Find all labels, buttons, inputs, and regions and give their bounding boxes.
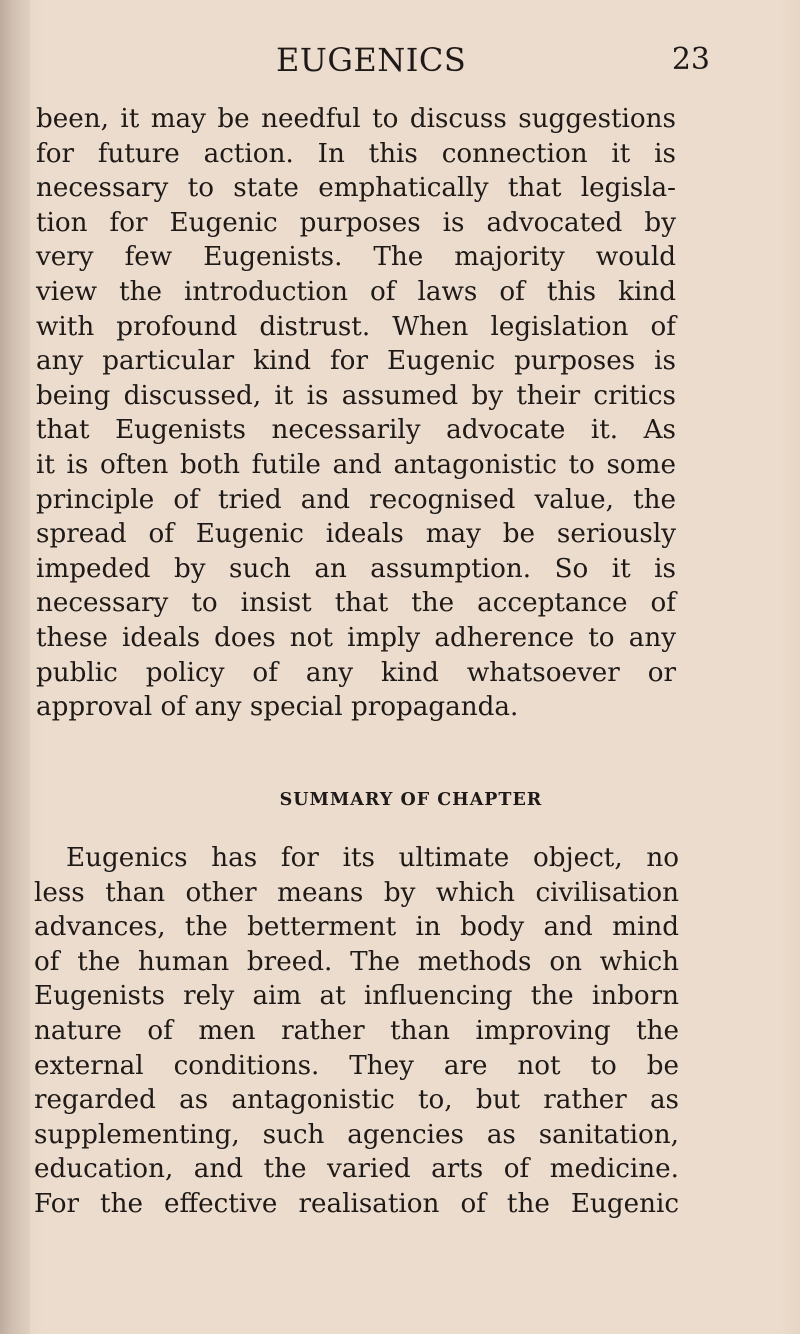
page-gutter [0,0,30,1334]
paragraph-2 [34,841,679,1222]
text-line: principle of tried and recognised value, the [36,484,676,515]
text-line: for future action. In this connection it is [36,138,676,169]
text-line: approval of any special propaganda. [36,692,519,723]
text-line: very few Eugenists. The majority would [36,242,676,273]
text-line: necessary to insist that the acceptance of [36,588,676,619]
text-line: regarded as antagonistic to, but rather as [34,1085,679,1116]
text-line: tion for Eugenic purposes is advocated by [36,207,676,238]
text-line: external conditions. They are not to be [34,1050,679,1081]
text-line: less than other means by which civilisation [34,877,679,908]
running-head-title: EUGENICS [276,41,467,79]
paragraph-1 [36,102,676,725]
text-line: public policy of any kind whatsoever or [36,657,676,688]
text-line: being discussed, it is assumed by their critics [36,380,676,411]
running-head [0,40,800,80]
text-line: view the introduction of laws of this kind [36,276,676,307]
text-line: education, and the varied arts of medicine. [34,1154,679,1185]
text-line: supplementing, such agencies as sanitation, [34,1119,679,1150]
text-line: For the effective realisation of the Eugenic [34,1188,679,1219]
text-line: nature of men rather than improving the [34,1015,679,1046]
text-line: these ideals does not imply adherence to any [36,622,676,653]
text-line: impeded by such an assumption. So it is [36,553,676,584]
section-heading: SUMMARY OF CHAPTER [279,790,543,810]
text-line: it is often both futile and antagonistic to some [36,449,676,480]
text-line: spread of Eugenic ideals may be seriously [36,519,676,550]
text-line: advances, the betterment in body and mind [34,912,679,943]
text-line: Eugenists rely aim at influencing the inborn [34,981,679,1012]
text-line: with profound distrust. When legislation of [36,311,676,342]
page-number: 23 [671,42,710,77]
text-line: been, it may be needful to discuss suggestions [36,104,676,134]
text-line: necessary to state emphatically that legisla- [36,173,676,204]
text-line: that Eugenists necessarily advocate it. As [36,415,676,446]
text-line: of the human breed. The methods on which [34,946,679,977]
text-line: any particular kind for Eugenic purposes is [36,346,676,377]
text-line: Eugenics has for its ultimate object, no [66,843,679,873]
